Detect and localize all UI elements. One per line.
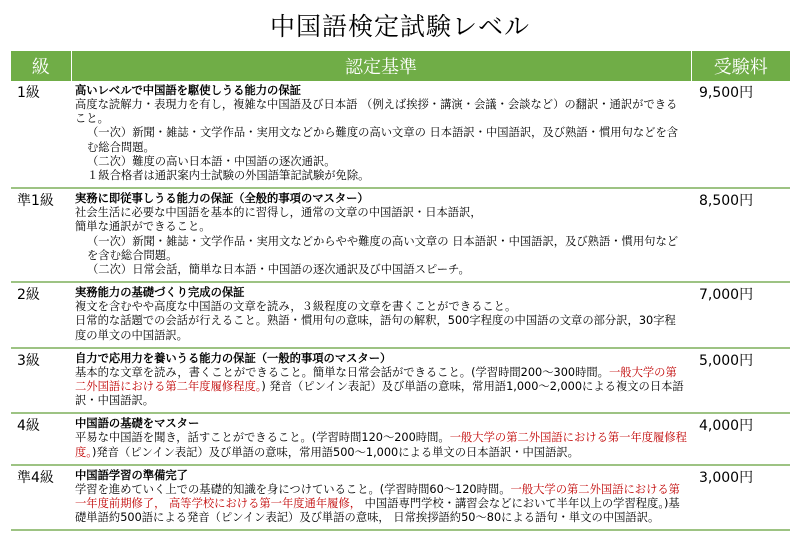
criteria-line [75,220,687,234]
criteria-text: 複文を含むやや高度な中国語の文章を読み，３級程度の文章を書くことができること。 [75,300,517,314]
table-row [11,282,790,348]
level-cell: 3級 [11,348,71,414]
criteria-line [75,300,687,314]
criteria-line [75,206,687,220]
header-criteria: 認定基準 [71,51,691,81]
criteria-text: 社会生活に必要な中国語を基本的に習得し，通常の文章の中国語訳・日本語訳， [75,206,482,220]
level-table [11,51,790,531]
table-row [11,81,790,188]
level-cell: 4級 [11,413,71,464]
criteria-title: 中国語学習の準備完了 [75,468,188,482]
criteria-text: 基本的な文章を読み，書くことができること。簡単な日常会話ができること。(学習時間200～300時間。 [75,365,609,379]
header-level: 級 [11,51,71,81]
criteria-cell [71,413,691,464]
criteria-line [75,431,687,459]
criteria-cell [71,81,691,188]
criteria-title: 高いレベルで中国語を駆使しうる能力の保証 [75,84,301,97]
level-cell: 準4級 [11,465,71,531]
level-cell: 準1級 [11,188,71,282]
highlighted-text: 一般大学の第二外国語における第一年度履修程度。 [75,431,687,459]
table-row [11,465,790,531]
criteria-title: 自力で応用力を養いうる能力の保証（一般的事項のマスター） [75,351,392,365]
fee-cell: 3,000円 [691,465,790,531]
criteria-text: 簡単な通訳ができること。 [75,220,211,234]
criteria-line [75,314,687,342]
criteria-text: ) 発音（ピンイン表記）及び単語の意味，常用語1,000～2,000による複文の日本語訳・中国語訳。 [75,380,684,408]
highlighted-text: 一般大学の第二外国語における第二年度履修程度。 [75,365,677,394]
criteria-text: １級合格者は通訳案内士試験の外国語筆記試験が免除。 [87,169,370,183]
criteria-text: 学習を進めていく上での基礎的知識を身につけていること。(学習時間60～120時間。 [75,482,511,496]
criteria-line [75,126,687,154]
criteria-line [75,483,687,526]
fee-cell: 7,000円 [691,282,790,348]
criteria-title: 実務に即従事しうる能力の保証（全般的事項のマスター） [75,192,369,206]
highlighted-text: 一般大学の第二外国語における第一年度前期修了， [75,482,680,511]
criteria-text: 日常的な話題での会話が行えること。熟語・慣用句の意味，語句の解釈，500字程度の中国語の文章の部分訳，30字程度の単文の中国語訳。 [75,314,676,342]
criteria-cell [71,188,691,282]
level-cell: 1級 [11,81,71,188]
criteria-cell [71,282,691,348]
page-title: 中国語検定試験レベル [269,12,530,41]
criteria-line [75,155,687,169]
criteria-text: 平易な中国語を聞き，話すことができること。(学習時間120～200時間。 [75,431,450,445]
fee-cell: 8,500円 [691,188,790,282]
criteria-cell [71,348,691,414]
criteria-cell [71,465,691,531]
criteria-text: （二次）日常会話，簡単な日本語・中国語の逐次通訳及び中国語スピーチ。 [87,263,470,277]
criteria-line [75,169,687,183]
criteria-title: 実務能力の基礎づくり完成の保証 [75,286,245,300]
highlighted-text: 高等学校における第一年度通年履修， [168,497,362,511]
criteria-text: )発音（ピンイン表記）及び単語の意味，常用語500～1,000による単文の日本語訳・中国語訳。 [91,445,579,459]
fee-cell: 5,000円 [691,348,790,414]
criteria-line [75,263,687,277]
fee-cell: 4,000円 [691,413,790,464]
table-header-row [11,51,790,81]
table-row [11,348,790,414]
criteria-text: 中国語専門学校・講習会などにおいて半年以上の学習程度。)基礎単語約500語による発音（ピンイン表記）及び単語の意味， 日常挨拶語約50～80による語句・単文の中国語訳。 [75,497,680,525]
fee-cell: 9,500円 [691,81,790,188]
criteria-line [75,98,687,126]
criteria-line [75,235,687,263]
table-row [11,413,790,464]
criteria-text: （一次）新聞・雑誌・文学作品・実用文などから難度の高い文章の 日本語訳・中国語訳，及び熟語・慣用句などを含む総合問題。 [87,126,679,154]
criteria-line [75,366,687,409]
criteria-title: 中国語の基礎をマスター [75,417,200,431]
table-row [11,188,790,282]
header-fee: 受験料 [691,51,790,81]
criteria-text: （二次）難度の高い日本語・中国語の逐次通訳。 [87,154,336,168]
criteria-text: （一次）新聞・雑誌・文学作品・実用文などからやや難度の高い文章の 日本語訳・中国語訳，及び熟語・慣用句などを含む総合問題。 [87,234,679,262]
criteria-text: 高度な読解力・表現力を有し，複雑な中国語及び日本語 （例えば挨拶・講演・会議・会談など）の翻訳・通訳ができること。 [75,98,678,126]
level-cell: 2級 [11,282,71,348]
